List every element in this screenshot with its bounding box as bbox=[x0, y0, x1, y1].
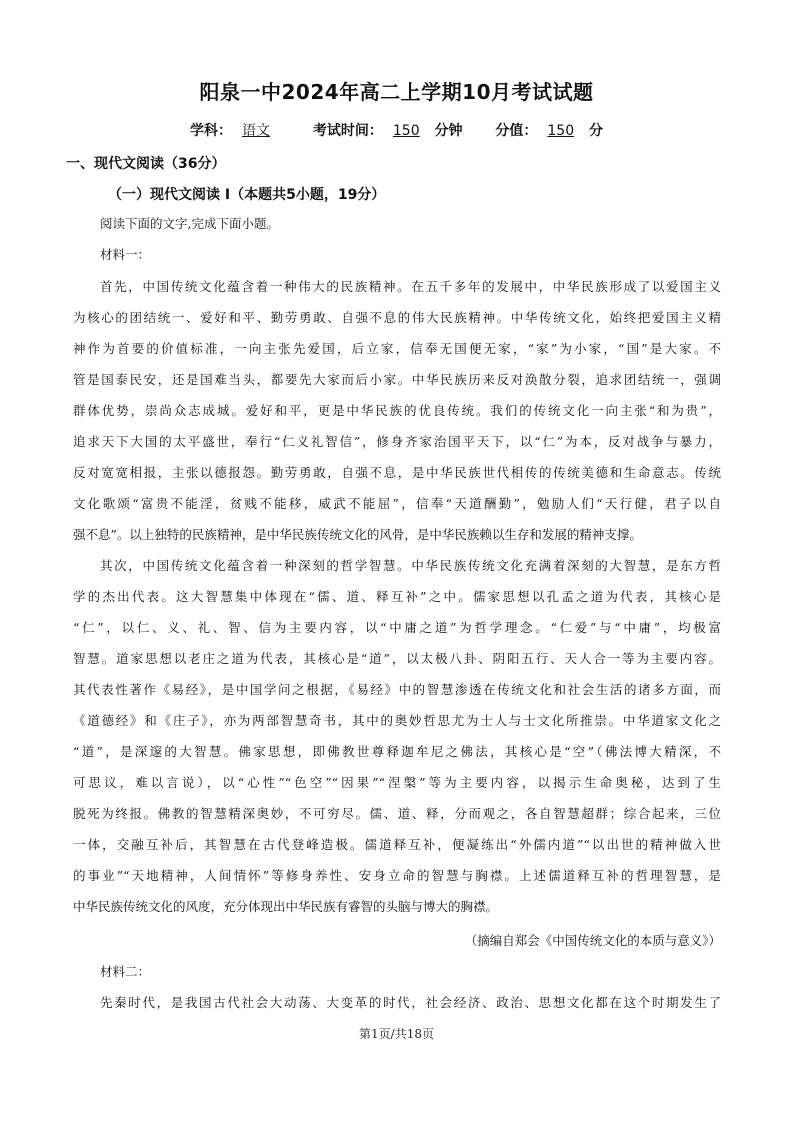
material-1-label: 材料一： bbox=[100, 247, 151, 262]
para2-line: 智慧。道家思想以老庄之道为代表，其核心是“道”，以太极八卦、阴阳五行、天人合一等为主要内容。 bbox=[73, 651, 721, 666]
para1-line: 追求天下大国的太平盛世，奉行“仁义礼智信”，修身齐家治国平天下，以“仁”为本，反对战争与暴力， bbox=[73, 434, 721, 449]
score-value: 150 bbox=[547, 123, 575, 139]
para1-line: 文化歌颂“富贵不能淫，贫贱不能移，威武不能屈”，信奉“天道酬勤”，勉励人们“天行健，君子以自 bbox=[73, 496, 721, 511]
page-number: 第1页/共18页 bbox=[359, 1027, 434, 1041]
para2-line: “仁”，以仁、义、礼、智、信为主要内容，以“中庸之道”为哲学理念。“仁爱”与“中庸”，均极富 bbox=[73, 620, 721, 635]
source-citation: （摘编自郑会《中国传统文化的本质与意义》） bbox=[464, 933, 721, 948]
para2-line: 中华民族传统文化的风度，充分体现出中华民族有睿智的头脑与博大的胸襟。 bbox=[73, 899, 499, 914]
para1-line: 群体优势，崇尚众志成城。爱好和平，更是中华民族的优良传统。我们的传统文化一向主张“和为贵”， bbox=[73, 403, 721, 418]
subject-info bbox=[190, 120, 280, 140]
para3-line: 先秦时代，是我国古代社会大动荡、大变革的时代，社会经济、政治、思想文化都在这个时期发生了 bbox=[100, 995, 721, 1010]
instruction-text: 阅读下面的文字,完成下面小题。 bbox=[100, 216, 279, 231]
para2-line: 其次，中国传统文化蕴含着一种深刻的哲学智慧。中华民族传统文化充满着深刻的大智慧，是东方哲 bbox=[100, 558, 721, 573]
para2-line: “道”，是深邃的大智慧。佛家思想，即佛教世尊释迦牟尼之佛法，其核心是“空”（佛法博大精深，不 bbox=[73, 744, 721, 759]
time-label: 考试时间： bbox=[312, 123, 383, 139]
para1-line: 神作为首要的价值标准，一向主张先爱国，后立家，信奉无国便无家，“家”为小家，“国”是大家。不 bbox=[73, 341, 721, 356]
para2-line: 脱死为终报。佛教的智慧精深奥妙，不可穷尽。儒、道、释，分而观之，各自智慧超群；综合起来，三位 bbox=[73, 806, 721, 821]
exam-title: 阳泉一中2024年高二上学期10月考试试题 bbox=[199, 80, 594, 104]
subject-label: 学科： bbox=[190, 123, 233, 139]
para1-line: 强不息”。以上独特的民族精神，是中华民族传统文化的风骨，是中华民族赖以生存和发展的精神支撑。 bbox=[73, 527, 642, 542]
para1-line: 管是国泰民安，还是国难当头，都要先大家而后小家。中华民族历来反对涣散分裂，追求团结统一，强调 bbox=[73, 372, 721, 387]
para2-line: 其代表性著作《易经》，是中国学问之根据，《易经》中的智慧渗透在传统文化和社会生活的诸多方面，而 bbox=[73, 682, 721, 697]
score-label: 分值： bbox=[495, 123, 538, 139]
time-info bbox=[313, 120, 463, 140]
para1-line: 为核心的团结统一、爱好和平、勤劳勇敢、自强不息的伟大民族精神。中华传统文化，始终把爱国主义精 bbox=[73, 310, 721, 325]
exam-meta bbox=[0, 120, 793, 140]
subsection-heading: （一）现代文阅读 I（本题共5小题，19分） bbox=[108, 187, 386, 203]
para2-line: 《道德经》和《庄子》，亦为两部智慧奇书，其中的奥妙哲思尤为士人与士文化所推崇。中华道家文化之 bbox=[73, 713, 721, 728]
section-heading: 一、现代文阅读（36分） bbox=[66, 156, 226, 172]
time-value: 150 bbox=[392, 123, 420, 139]
para2-line: 一体，交融互补后，其智慧在古代登峰造极。儒道释互补，便凝练出“外儒内道”“以出世的精神做入世 bbox=[73, 837, 721, 852]
para2-line: 可思议，难以言说），以“心性”“色空”“因果”“涅槃”等为主要内容，以揭示生命奥秘，达到了生 bbox=[73, 775, 721, 790]
material-2-label: 材料二： bbox=[100, 964, 151, 979]
score-info bbox=[495, 120, 603, 140]
subject-value: 语文 bbox=[242, 123, 271, 139]
time-unit: 分钟 bbox=[434, 123, 463, 139]
para1-line: 首先，中国传统文化蕴含着一种伟大的民族精神。在五千多年的发展中，中华民族形成了以爱国主义 bbox=[100, 279, 721, 294]
para2-line: 学的杰出代表。这大智慧集中体现在“儒、道、释互补”之中。儒家思想以孔孟之道为代表，其核心是 bbox=[73, 589, 721, 604]
para1-line: 反对宽宽相报，主张以德报怨。勤劳勇敢，自强不息，是中华民族世代相传的传统美德和生命意志。传统 bbox=[73, 465, 721, 480]
para2-line: 的事业”“天地精神，人间情怀”等修身养性、安身立命的智慧与胸襟。上述儒道释互补的哲理智慧，是 bbox=[73, 868, 721, 883]
score-unit: 分 bbox=[588, 123, 603, 139]
